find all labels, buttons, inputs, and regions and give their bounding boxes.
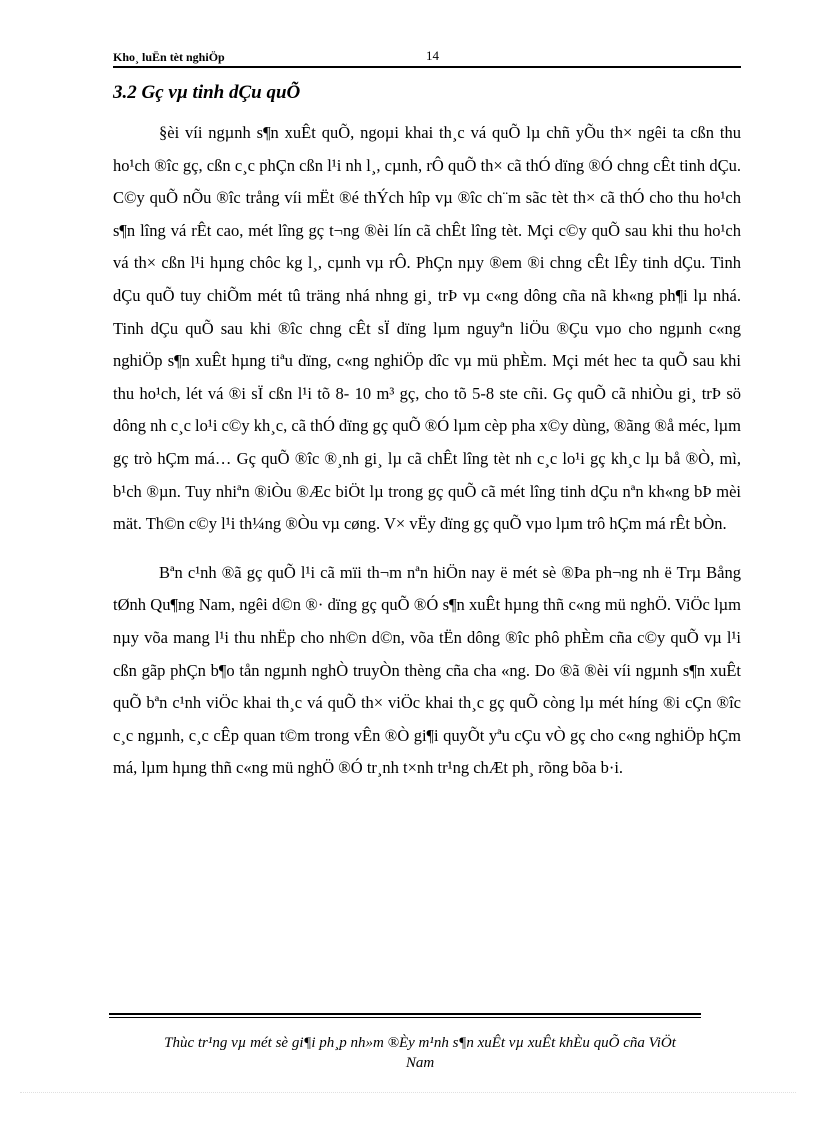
page-bottom-edge: [20, 1092, 796, 1093]
section-title: 3.2 Gç vµ tinh dÇu quÕ: [113, 82, 301, 103]
page-number: 14: [426, 48, 439, 63]
paragraph-wood-and-oil: §èi víi ngµnh s¶n xuÊt quÕ, ngoµi khai th¸c vá quÕ lµ chñ yÕu th× ngêi ta cßn thu ho¹ch ®îc gç, cßn c¸c phÇn cßn l¹i nh l¸, cµnh, rÔ quÕ th× cã thÓ dïng ®Ó chng cÊt tinh dÇu. C©y quÕ nÕu ®îc trång víi mËt ®é thÝch hîp vµ ®îc ch¨m sãc tèt th× cã thÓ cho thu ho¹ch s¶n lîng vá rÊt cao, mét lîng gç t¬ng ®èi lín cã chÊt lîng tèt. Mçi c©y quÕ sau khi thu ho¹ch vá th× cßn l¹i hµng chôc kg l¸, cµnh vµ rÔ. PhÇn nµy ®em ®i chng cÊt lÊy tinh dÇu. Tinh dÇu quÕ tuy chiÕm mét tû träng nhá nhng gi¸ trÞ vµ c«ng dông cña nã kh«ng ph¶i lµ nhá. Tinh dÇu quÕ sau khi ®îc chng cÊt sÏ dïng lµm nguyªn liÖu ®Çu vµo cho ngµnh c«ng nghiÖp s¶n xuÊt hµng tiªu dïng, c«ng nghiÖp dîc vµ mü phÈm. Mçi mét hec ta quÕ sau khi thu ho¹ch, lét vá ®i sÏ cßn l¹i tõ 8- 10 m³ gç, cho tõ 5-8 ste cñi. Gç quÕ cã nhiÒu gi¸ trÞ sö dông nh c¸c lo¹i c©y kh¸c, cã thÓ dïng gç quÕ ®Ó lµm cèp pha x©y dùng, ®ãng ®å méc, lµm gç trò hÇm má… Gç quÕ ®îc ®¸nh gi¸ lµ cã chÊt lîng tèt nh c¸c lo¹i gç kh¸c lµ bå ®Ò, mì, b¹ch ®µn. Tuy nhiªn ®iÒu ®Æc biÖt lµ trong gç quÕ cã mét lîng tinh dÇu nªn kh«ng bÞ mèi mät. Th©n c©y l¹i th¼ng ®Òu vµ cøng. V× vËy dïng gç quÕ vµo lµm trô hÇm má rÊt bÒn.: [113, 123, 741, 534]
paragraph-handicraft: Bªn c¹nh ®ã gç quÕ l¹i cã mïi th¬m nªn hiÖn nay ë mét sè ®Þa ph¬ng nh ë Trµ Bång tØnh Qu¶ng Nam, ngêi d©n ®· dïng gç quÕ ®Ó s¶n xuÊt hµng thñ c«ng mü nghÖ. ViÖc lµm nµy võa mang l¹i thu nhËp cho nh©n d©n, võa tËn dông ®îc phô phÈm cña c©y quÕ vµ l¹i cßn gãp phÇn b¶o tån ngµnh nghÒ truyÒn thèng cña cha «ng. Do ®ã ®èi víi ngµnh s¶n xuÊt quÕ bªn c¹nh viÖc khai th¸c vá quÕ th× viÖc khai th¸c gç quÕ còng lµ mét híng ®i cÇn ®îc c¸c ngµnh, c¸c cÊp quan t©m trong vÊn ®Ò gi¶i quyÕt yªu cÇu vÒ gç cho c«ng nghiÖp hÇm má, lµm hµng thñ c«ng mü nghÖ ®Ó tr¸nh t×nh tr¹ng chÆt ph¸ rõng bõa b·i.: [113, 562, 741, 778]
header-divider: [113, 66, 741, 68]
body-text: [113, 117, 741, 785]
header-thesis-label: Kho¸ luËn tèt nghiÖp: [113, 50, 225, 64]
footer-line-1: Thùc tr¹ng vµ mét sè gi¶i ph¸p nh»m ®Èy m¹nh s¶n xuÊt vµ xuÊt khÈu quÕ cña ViÖt: [164, 1035, 676, 1051]
footer-line-2: Nam: [405, 1055, 435, 1071]
page-footer: [100, 1033, 740, 1073]
page-header: [113, 46, 741, 68]
footer-divider-thin: [109, 1017, 701, 1018]
footer-divider-thick: [109, 1013, 701, 1015]
